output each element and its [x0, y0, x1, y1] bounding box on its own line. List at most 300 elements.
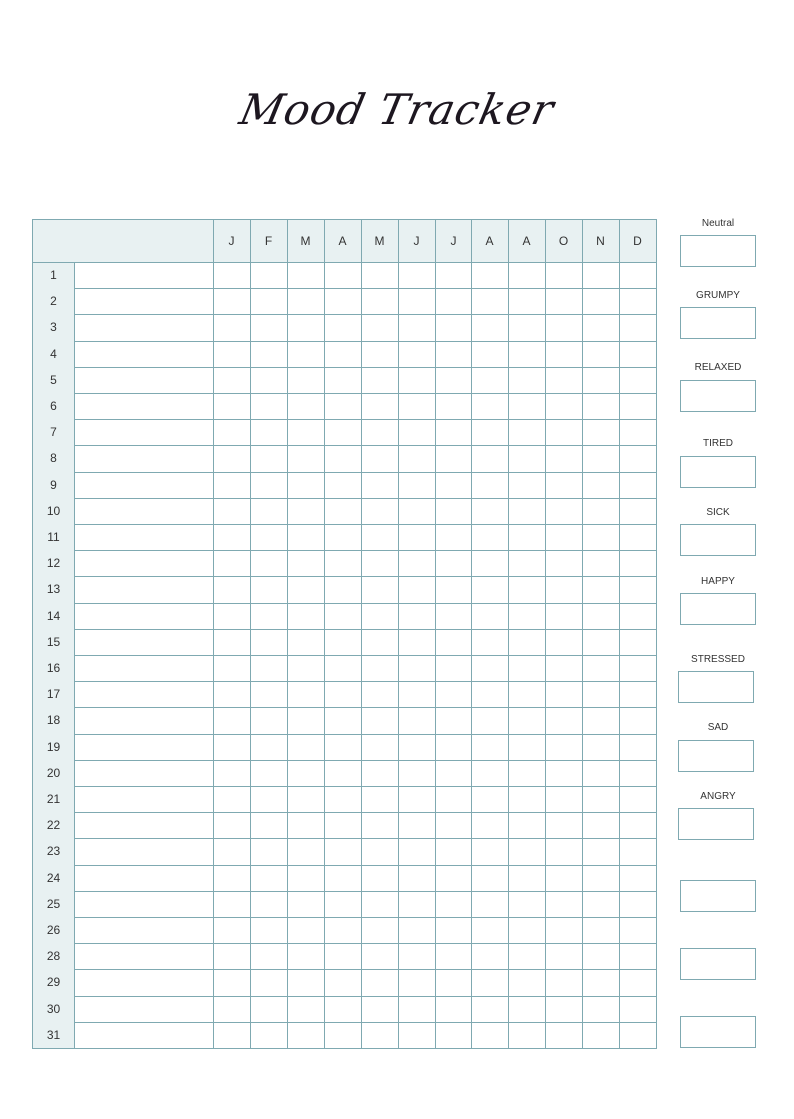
mood-cell[interactable] [399, 970, 435, 995]
mood-cell[interactable] [472, 473, 508, 498]
mood-color-box[interactable] [680, 307, 756, 339]
mood-cell[interactable] [472, 551, 508, 576]
mood-cell[interactable] [288, 682, 324, 707]
mood-cell[interactable] [620, 813, 656, 838]
mood-cell[interactable] [214, 342, 250, 367]
mood-cell[interactable] [509, 761, 545, 786]
note-cell[interactable] [75, 997, 213, 1022]
mood-cell[interactable] [620, 944, 656, 969]
mood-cell[interactable] [288, 289, 324, 314]
mood-cell[interactable] [325, 918, 361, 943]
mood-cell[interactable] [399, 892, 435, 917]
mood-cell[interactable] [472, 368, 508, 393]
mood-cell[interactable] [546, 787, 582, 812]
mood-cell[interactable] [583, 473, 619, 498]
mood-cell[interactable] [546, 446, 582, 471]
mood-cell[interactable] [436, 630, 472, 655]
mood-cell[interactable] [399, 577, 435, 602]
mood-cell[interactable] [583, 342, 619, 367]
mood-color-box[interactable] [680, 524, 756, 556]
mood-cell[interactable] [620, 342, 656, 367]
note-cell[interactable] [75, 525, 213, 550]
mood-cell[interactable] [583, 708, 619, 733]
mood-cell[interactable] [620, 630, 656, 655]
mood-cell[interactable] [362, 420, 398, 445]
mood-cell[interactable] [583, 420, 619, 445]
mood-cell[interactable] [251, 944, 287, 969]
mood-cell[interactable] [546, 761, 582, 786]
note-cell[interactable] [75, 342, 213, 367]
mood-cell[interactable] [399, 499, 435, 524]
mood-cell[interactable] [472, 970, 508, 995]
mood-cell[interactable] [472, 499, 508, 524]
mood-cell[interactable] [509, 708, 545, 733]
mood-cell[interactable] [251, 997, 287, 1022]
mood-cell[interactable] [362, 499, 398, 524]
mood-color-box[interactable] [680, 235, 756, 267]
mood-cell[interactable] [620, 787, 656, 812]
mood-cell[interactable] [288, 787, 324, 812]
mood-cell[interactable] [325, 787, 361, 812]
mood-cell[interactable] [546, 682, 582, 707]
mood-cell[interactable] [288, 944, 324, 969]
mood-cell[interactable] [620, 499, 656, 524]
mood-cell[interactable] [472, 394, 508, 419]
mood-cell[interactable] [583, 866, 619, 891]
mood-cell[interactable] [472, 420, 508, 445]
mood-cell[interactable] [325, 289, 361, 314]
mood-cell[interactable] [362, 473, 398, 498]
mood-cell[interactable] [472, 866, 508, 891]
mood-cell[interactable] [509, 656, 545, 681]
mood-cell[interactable] [436, 813, 472, 838]
mood-cell[interactable] [362, 656, 398, 681]
mood-cell[interactable] [325, 656, 361, 681]
note-cell[interactable] [75, 656, 213, 681]
mood-cell[interactable] [546, 735, 582, 760]
mood-cell[interactable] [583, 970, 619, 995]
mood-cell[interactable] [214, 394, 250, 419]
mood-cell[interactable] [325, 970, 361, 995]
mood-cell[interactable] [546, 263, 582, 288]
mood-cell[interactable] [472, 289, 508, 314]
note-cell[interactable] [75, 473, 213, 498]
mood-cell[interactable] [399, 682, 435, 707]
mood-cell[interactable] [288, 656, 324, 681]
mood-cell[interactable] [362, 551, 398, 576]
mood-cell[interactable] [362, 918, 398, 943]
mood-color-box[interactable] [678, 671, 754, 703]
mood-cell[interactable] [399, 630, 435, 655]
note-cell[interactable] [75, 892, 213, 917]
mood-cell[interactable] [251, 525, 287, 550]
mood-color-box[interactable] [678, 808, 754, 840]
mood-color-box[interactable] [680, 593, 756, 625]
mood-cell[interactable] [509, 394, 545, 419]
mood-cell[interactable] [251, 420, 287, 445]
mood-cell[interactable] [325, 708, 361, 733]
mood-cell[interactable] [436, 787, 472, 812]
mood-cell[interactable] [436, 420, 472, 445]
mood-cell[interactable] [436, 735, 472, 760]
mood-cell[interactable] [288, 342, 324, 367]
mood-cell[interactable] [436, 944, 472, 969]
mood-cell[interactable] [325, 866, 361, 891]
mood-cell[interactable] [214, 787, 250, 812]
note-cell[interactable] [75, 446, 213, 471]
mood-cell[interactable] [214, 473, 250, 498]
mood-cell[interactable] [436, 525, 472, 550]
mood-cell[interactable] [472, 787, 508, 812]
mood-cell[interactable] [288, 525, 324, 550]
mood-cell[interactable] [583, 918, 619, 943]
mood-cell[interactable] [620, 970, 656, 995]
mood-cell[interactable] [325, 315, 361, 340]
mood-cell[interactable] [251, 813, 287, 838]
mood-cell[interactable] [251, 499, 287, 524]
mood-cell[interactable] [362, 944, 398, 969]
mood-cell[interactable] [325, 892, 361, 917]
mood-cell[interactable] [251, 970, 287, 995]
mood-cell[interactable] [583, 368, 619, 393]
mood-cell[interactable] [436, 682, 472, 707]
mood-cell[interactable] [399, 263, 435, 288]
mood-cell[interactable] [399, 813, 435, 838]
mood-cell[interactable] [436, 551, 472, 576]
mood-cell[interactable] [288, 420, 324, 445]
mood-cell[interactable] [546, 315, 582, 340]
mood-cell[interactable] [288, 761, 324, 786]
mood-cell[interactable] [362, 813, 398, 838]
mood-cell[interactable] [620, 1023, 656, 1048]
mood-cell[interactable] [509, 499, 545, 524]
mood-cell[interactable] [620, 839, 656, 864]
note-cell[interactable] [75, 839, 213, 864]
mood-cell[interactable] [214, 446, 250, 471]
mood-cell[interactable] [436, 499, 472, 524]
note-cell[interactable] [75, 263, 213, 288]
mood-cell[interactable] [214, 970, 250, 995]
mood-cell[interactable] [362, 997, 398, 1022]
mood-cell[interactable] [583, 394, 619, 419]
mood-cell[interactable] [620, 866, 656, 891]
mood-cell[interactable] [214, 761, 250, 786]
mood-cell[interactable] [288, 263, 324, 288]
note-cell[interactable] [75, 761, 213, 786]
mood-cell[interactable] [399, 551, 435, 576]
mood-cell[interactable] [620, 735, 656, 760]
mood-cell[interactable] [251, 604, 287, 629]
mood-cell[interactable] [546, 342, 582, 367]
mood-cell[interactable] [251, 839, 287, 864]
mood-cell[interactable] [509, 473, 545, 498]
mood-cell[interactable] [436, 918, 472, 943]
mood-cell[interactable] [399, 394, 435, 419]
mood-cell[interactable] [509, 551, 545, 576]
mood-cell[interactable] [325, 499, 361, 524]
mood-cell[interactable] [362, 682, 398, 707]
mood-cell[interactable] [472, 813, 508, 838]
note-cell[interactable] [75, 682, 213, 707]
mood-cell[interactable] [214, 499, 250, 524]
note-cell[interactable] [75, 551, 213, 576]
mood-cell[interactable] [288, 813, 324, 838]
mood-cell[interactable] [436, 604, 472, 629]
note-cell[interactable] [75, 577, 213, 602]
mood-cell[interactable] [399, 787, 435, 812]
note-cell[interactable] [75, 420, 213, 445]
mood-cell[interactable] [399, 420, 435, 445]
mood-cell[interactable] [288, 577, 324, 602]
note-cell[interactable] [75, 970, 213, 995]
mood-cell[interactable] [546, 892, 582, 917]
note-cell[interactable] [75, 1023, 213, 1048]
mood-cell[interactable] [214, 420, 250, 445]
mood-cell[interactable] [546, 866, 582, 891]
mood-color-box[interactable] [680, 456, 756, 488]
mood-cell[interactable] [436, 892, 472, 917]
mood-cell[interactable] [546, 839, 582, 864]
note-cell[interactable] [75, 315, 213, 340]
mood-cell[interactable] [325, 473, 361, 498]
mood-cell[interactable] [546, 708, 582, 733]
mood-cell[interactable] [399, 289, 435, 314]
mood-cell[interactable] [325, 944, 361, 969]
mood-cell[interactable] [620, 551, 656, 576]
mood-cell[interactable] [583, 315, 619, 340]
mood-cell[interactable] [436, 289, 472, 314]
mood-cell[interactable] [288, 735, 324, 760]
mood-cell[interactable] [399, 473, 435, 498]
mood-cell[interactable] [509, 315, 545, 340]
mood-cell[interactable] [325, 813, 361, 838]
mood-cell[interactable] [288, 866, 324, 891]
note-cell[interactable] [75, 394, 213, 419]
mood-cell[interactable] [472, 735, 508, 760]
mood-cell[interactable] [251, 892, 287, 917]
mood-cell[interactable] [546, 394, 582, 419]
mood-cell[interactable] [436, 473, 472, 498]
mood-cell[interactable] [436, 368, 472, 393]
mood-cell[interactable] [620, 420, 656, 445]
mood-cell[interactable] [620, 708, 656, 733]
mood-cell[interactable] [325, 997, 361, 1022]
mood-cell[interactable] [583, 446, 619, 471]
mood-cell[interactable] [399, 1023, 435, 1048]
mood-cell[interactable] [288, 446, 324, 471]
mood-cell[interactable] [288, 630, 324, 655]
mood-cell[interactable] [325, 577, 361, 602]
mood-cell[interactable] [472, 761, 508, 786]
mood-cell[interactable] [583, 813, 619, 838]
mood-cell[interactable] [325, 839, 361, 864]
mood-cell[interactable] [362, 892, 398, 917]
mood-cell[interactable] [620, 604, 656, 629]
mood-color-box[interactable] [680, 1016, 756, 1048]
mood-cell[interactable] [509, 368, 545, 393]
mood-cell[interactable] [251, 918, 287, 943]
mood-cell[interactable] [362, 315, 398, 340]
mood-cell[interactable] [288, 551, 324, 576]
mood-cell[interactable] [251, 368, 287, 393]
mood-cell[interactable] [472, 918, 508, 943]
mood-cell[interactable] [472, 1023, 508, 1048]
mood-cell[interactable] [546, 499, 582, 524]
note-cell[interactable] [75, 813, 213, 838]
mood-cell[interactable] [214, 708, 250, 733]
mood-cell[interactable] [399, 656, 435, 681]
mood-cell[interactable] [399, 997, 435, 1022]
mood-cell[interactable] [546, 997, 582, 1022]
mood-cell[interactable] [399, 368, 435, 393]
mood-cell[interactable] [214, 682, 250, 707]
mood-cell[interactable] [214, 368, 250, 393]
mood-cell[interactable] [214, 263, 250, 288]
mood-cell[interactable] [583, 263, 619, 288]
mood-cell[interactable] [509, 866, 545, 891]
mood-cell[interactable] [436, 577, 472, 602]
mood-cell[interactable] [472, 656, 508, 681]
mood-cell[interactable] [362, 263, 398, 288]
mood-cell[interactable] [546, 368, 582, 393]
mood-cell[interactable] [509, 787, 545, 812]
mood-cell[interactable] [472, 997, 508, 1022]
mood-cell[interactable] [251, 866, 287, 891]
mood-cell[interactable] [251, 656, 287, 681]
mood-cell[interactable] [546, 1023, 582, 1048]
mood-cell[interactable] [214, 866, 250, 891]
mood-cell[interactable] [509, 944, 545, 969]
note-cell[interactable] [75, 604, 213, 629]
mood-cell[interactable] [436, 656, 472, 681]
mood-cell[interactable] [583, 551, 619, 576]
mood-cell[interactable] [288, 394, 324, 419]
mood-cell[interactable] [325, 604, 361, 629]
mood-cell[interactable] [251, 263, 287, 288]
mood-cell[interactable] [583, 892, 619, 917]
mood-cell[interactable] [546, 944, 582, 969]
mood-cell[interactable] [509, 420, 545, 445]
mood-cell[interactable] [583, 577, 619, 602]
mood-cell[interactable] [509, 577, 545, 602]
mood-cell[interactable] [509, 1023, 545, 1048]
mood-cell[interactable] [620, 918, 656, 943]
mood-cell[interactable] [620, 446, 656, 471]
mood-cell[interactable] [325, 761, 361, 786]
mood-cell[interactable] [214, 656, 250, 681]
note-cell[interactable] [75, 944, 213, 969]
mood-cell[interactable] [362, 394, 398, 419]
mood-cell[interactable] [362, 577, 398, 602]
mood-cell[interactable] [436, 394, 472, 419]
mood-cell[interactable] [362, 446, 398, 471]
mood-cell[interactable] [583, 761, 619, 786]
mood-cell[interactable] [509, 342, 545, 367]
mood-cell[interactable] [362, 1023, 398, 1048]
mood-cell[interactable] [251, 473, 287, 498]
mood-cell[interactable] [546, 473, 582, 498]
mood-cell[interactable] [436, 970, 472, 995]
mood-cell[interactable] [583, 604, 619, 629]
mood-cell[interactable] [472, 446, 508, 471]
mood-cell[interactable] [509, 682, 545, 707]
mood-color-box[interactable] [680, 880, 756, 912]
mood-cell[interactable] [509, 289, 545, 314]
mood-cell[interactable] [436, 761, 472, 786]
mood-cell[interactable] [472, 525, 508, 550]
mood-cell[interactable] [399, 708, 435, 733]
mood-cell[interactable] [620, 682, 656, 707]
mood-cell[interactable] [583, 656, 619, 681]
mood-cell[interactable] [436, 866, 472, 891]
mood-cell[interactable] [546, 918, 582, 943]
mood-cell[interactable] [620, 473, 656, 498]
mood-cell[interactable] [362, 708, 398, 733]
mood-cell[interactable] [288, 970, 324, 995]
mood-cell[interactable] [214, 892, 250, 917]
mood-cell[interactable] [288, 708, 324, 733]
mood-cell[interactable] [399, 342, 435, 367]
mood-cell[interactable] [583, 289, 619, 314]
mood-cell[interactable] [509, 630, 545, 655]
mood-cell[interactable] [362, 630, 398, 655]
mood-cell[interactable] [399, 944, 435, 969]
mood-cell[interactable] [288, 918, 324, 943]
mood-cell[interactable] [399, 866, 435, 891]
mood-cell[interactable] [362, 735, 398, 760]
mood-cell[interactable] [472, 342, 508, 367]
mood-cell[interactable] [509, 892, 545, 917]
mood-cell[interactable] [325, 630, 361, 655]
mood-cell[interactable] [251, 446, 287, 471]
note-cell[interactable] [75, 918, 213, 943]
mood-cell[interactable] [214, 525, 250, 550]
mood-cell[interactable] [214, 1023, 250, 1048]
mood-cell[interactable] [288, 499, 324, 524]
mood-cell[interactable] [620, 892, 656, 917]
note-cell[interactable] [75, 787, 213, 812]
mood-cell[interactable] [288, 604, 324, 629]
note-cell[interactable] [75, 289, 213, 314]
mood-cell[interactable] [325, 394, 361, 419]
mood-cell[interactable] [214, 630, 250, 655]
mood-cell[interactable] [546, 656, 582, 681]
mood-cell[interactable] [251, 682, 287, 707]
mood-cell[interactable] [436, 263, 472, 288]
mood-cell[interactable] [251, 394, 287, 419]
mood-cell[interactable] [251, 289, 287, 314]
mood-cell[interactable] [546, 630, 582, 655]
mood-cell[interactable] [362, 368, 398, 393]
mood-cell[interactable] [288, 1023, 324, 1048]
mood-cell[interactable] [214, 551, 250, 576]
mood-cell[interactable] [620, 997, 656, 1022]
mood-cell[interactable] [472, 630, 508, 655]
mood-cell[interactable] [620, 577, 656, 602]
mood-cell[interactable] [251, 342, 287, 367]
mood-cell[interactable] [472, 892, 508, 917]
mood-cell[interactable] [325, 525, 361, 550]
mood-cell[interactable] [583, 735, 619, 760]
mood-cell[interactable] [436, 315, 472, 340]
mood-cell[interactable] [583, 944, 619, 969]
note-cell[interactable] [75, 630, 213, 655]
mood-cell[interactable] [472, 577, 508, 602]
mood-cell[interactable] [251, 630, 287, 655]
mood-cell[interactable] [509, 525, 545, 550]
mood-cell[interactable] [251, 761, 287, 786]
mood-cell[interactable] [288, 315, 324, 340]
